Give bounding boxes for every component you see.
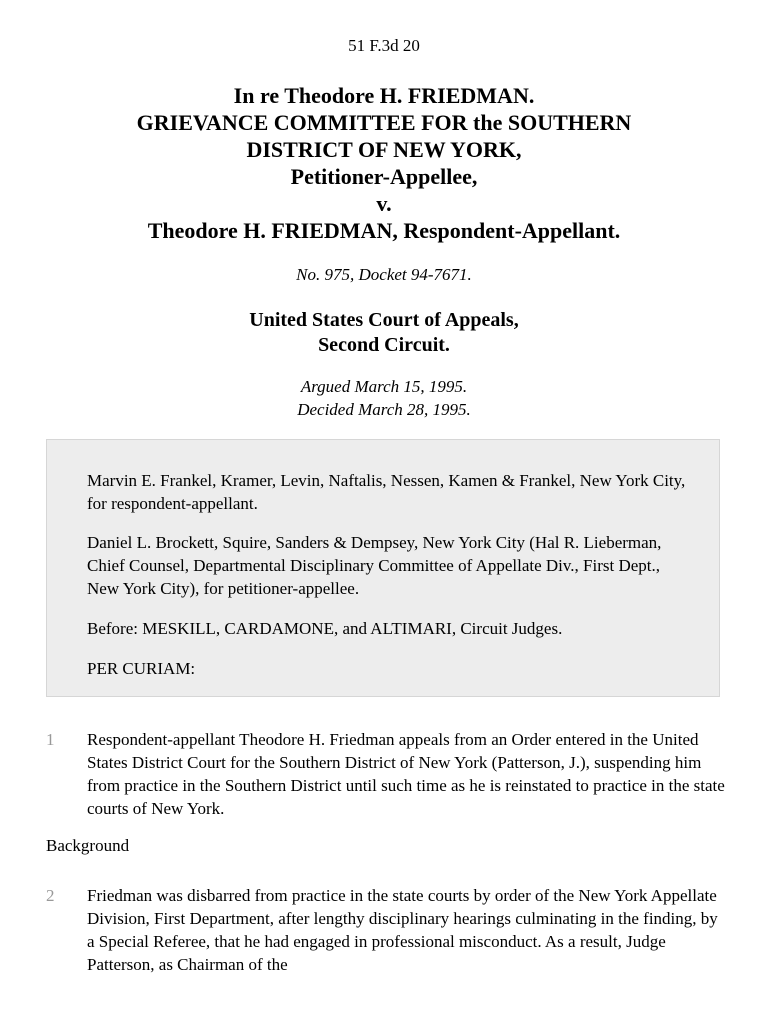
decided-date: Decided March 28, 1995. [297, 400, 471, 419]
caption-line: v. [376, 191, 392, 216]
per-curiam-label: PER CURIAM: [87, 659, 196, 678]
paragraph-text: Friedman was disbarred from practice in the state courts by order of the New York Appellate Division, First Department, after lengthy disciplinary hearings culminating in the finding, by a Special Referee, that he had engaged in professional misconduct. As a result, Judge Patterson, as Chairman of the [87, 886, 718, 974]
case-caption [0, 82, 768, 244]
court-line: Second Circuit. [318, 334, 450, 356]
caption-line: Theodore H. FRIEDMAN, Respondent-Appellant. [147, 218, 621, 243]
caption-line: DISTRICT OF NEW YORK, [246, 137, 522, 162]
section-heading: Background [46, 836, 130, 855]
paragraph-number: 2 [46, 886, 55, 905]
court-name [0, 308, 768, 358]
panel-judges: Before: MESKILL, CARDAMONE, and ALTIMARI, Circuit Judges. [87, 619, 563, 638]
court-line: United States Court of Appeals, [249, 309, 519, 331]
argued-date: Argued March 15, 1995. [300, 377, 468, 396]
paragraph-text: Respondent-appellant Theodore H. Friedman appeals from an Order entered in the United States District Court for the Southern District of New York (Patterson, J.), suspending him from practice in the Southern District until such time as he is reinstated to practice in the state courts of New York. [87, 730, 725, 818]
decision-dates [0, 375, 768, 421]
caption-line: In re Theodore H. FRIEDMAN. [233, 83, 535, 108]
caption-line: Petitioner-Appellee, [290, 164, 478, 189]
caption-line: GRIEVANCE COMMITTEE FOR the SOUTHERN [136, 110, 632, 135]
petitioner-counsel: Daniel L. Brockett, Squire, Sanders & Dempsey, New York City (Hal R. Lieberman, Chief Counsel, Departmental Disciplinary Committee of Appellate Div., First Dept., New York City), for petitioner-appellee. [87, 533, 662, 598]
paragraph-number: 1 [46, 730, 55, 749]
respondent-counsel: Marvin E. Frankel, Kramer, Levin, Naftalis, Nessen, Kamen & Frankel, New York City, for respondent-appellant. [87, 471, 686, 513]
docket-number: No. 975, Docket 94-7671. [296, 265, 472, 284]
counsel-box [46, 439, 720, 697]
case-citation: 51 F.3d 20 [348, 36, 420, 55]
